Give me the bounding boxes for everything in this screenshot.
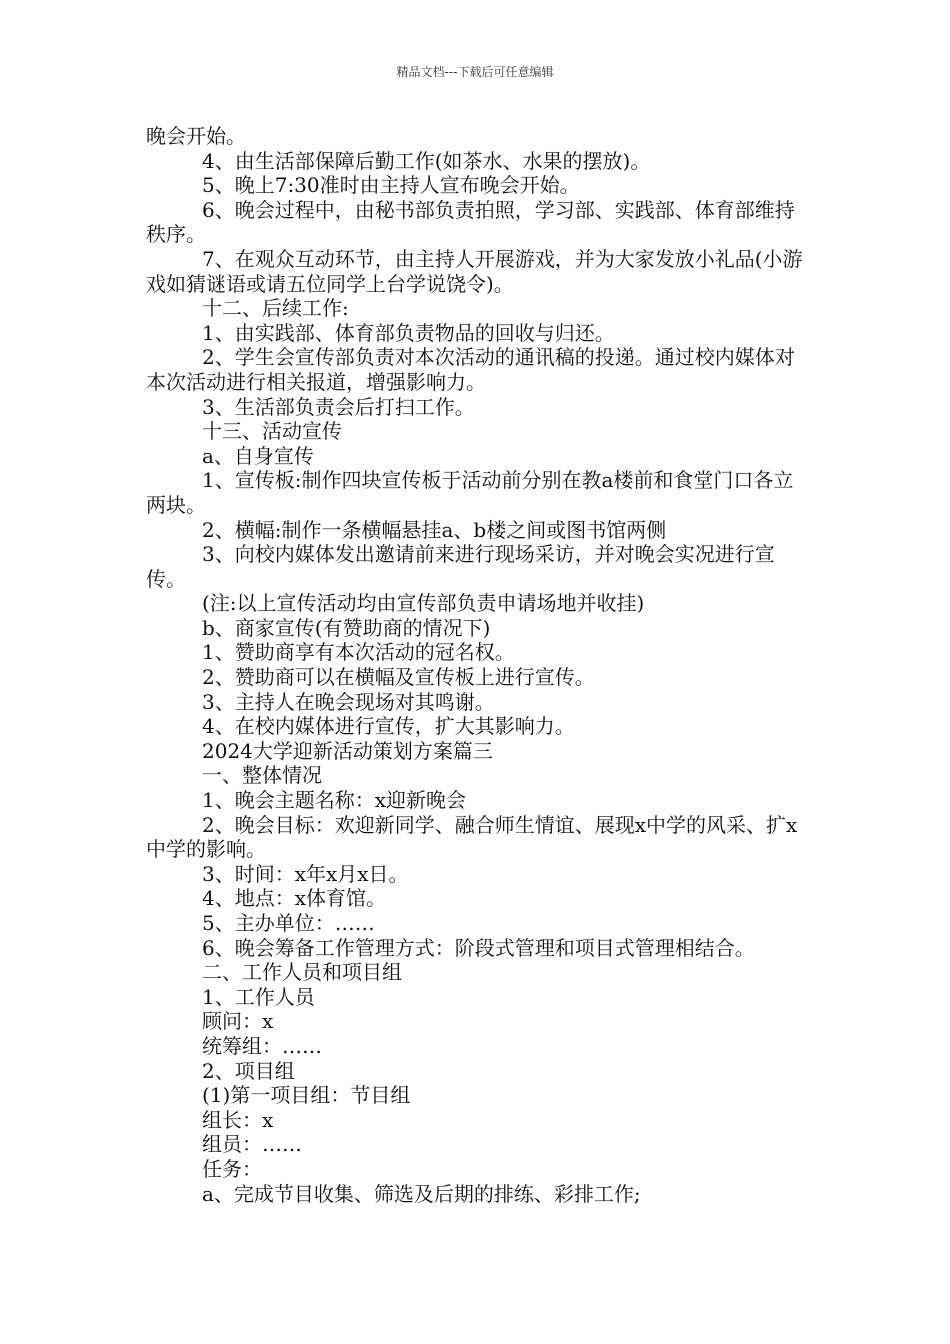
paragraph: 组员：…… bbox=[202, 1132, 302, 1157]
paragraph: 6、晚会筹备工作管理方式：阶段式管理和项目式管理相结合。 bbox=[202, 935, 755, 960]
paragraph: 2024大学迎新活动策划方案篇三 bbox=[202, 738, 493, 763]
paragraph: a、自身宣传 bbox=[202, 443, 314, 468]
paragraph: 5、主办单位：…… bbox=[202, 911, 375, 935]
paragraph: 1、晚会主题名称：x迎新晚会 bbox=[202, 788, 467, 813]
paragraph: 1、由实践部、体育部负责物品的回收与归还。 bbox=[202, 320, 615, 345]
paragraph: 2、项目组 bbox=[202, 1058, 295, 1083]
paragraph: 3、时间：x年x月x日。 bbox=[202, 861, 409, 886]
paragraph: 1、赞助商享有本次活动的冠名权。 bbox=[202, 640, 515, 665]
document-body bbox=[146, 124, 812, 1206]
paragraph: 1、工作人员 bbox=[202, 984, 315, 1009]
paragraph: 4、由生活部保障后勤工作(如茶水、水果的摆放)。 bbox=[202, 148, 651, 173]
paragraph: 二、工作人员和项目组 bbox=[202, 960, 402, 985]
paragraph: 4、在校内媒体进行宣传，扩大其影响力。 bbox=[202, 714, 575, 739]
paragraph: 6、晚会过程中，由秘书部负责拍照，学习部、实践部、体育部维持秩序。 bbox=[146, 197, 795, 247]
paragraph: (1)第一项目组：节目组 bbox=[202, 1083, 411, 1108]
paragraph: 2、赞助商可以在横幅及宣传板上进行宣传。 bbox=[202, 665, 595, 690]
paragraph: 3、生活部负责会后打扫工作。 bbox=[202, 394, 475, 419]
paragraph: 统筹组：…… bbox=[202, 1033, 322, 1058]
paragraph: a、完成节目收集、筛选及后期的排练、彩排工作; bbox=[202, 1181, 641, 1206]
paragraph: 2、晚会目标：欢迎新同学、融合师生情谊、展现x中学的风采、扩x中学的影响。 bbox=[146, 812, 798, 862]
paragraph: (注:以上宣传活动均由宣传部负责申请场地并收挂) bbox=[202, 591, 645, 616]
paragraph: 顾问：x bbox=[202, 1009, 274, 1034]
paragraph: 5、晚上7:30准时由主持人宣布晚会开始。 bbox=[202, 173, 580, 198]
paragraph: 2、横幅:制作一条横幅悬挂a、b楼之间或图书馆两侧 bbox=[202, 517, 667, 542]
paragraph: 2、学生会宣传部负责对本次活动的通讯稿的投递。通过校内媒体对本次活动进行相关报道，增强影响力。 bbox=[146, 345, 795, 394]
paragraph: b、商家宣传(有赞助商的情况下) bbox=[202, 615, 491, 640]
page-header: 精品文档---下载后可任意编辑 bbox=[396, 65, 554, 79]
paragraph: 3、向校内媒体发出邀请前来进行现场采访，并对晚会实况进行宣传。 bbox=[146, 542, 775, 591]
paragraph: 1、宣传板:制作四块宣传板于活动前分别在教a楼前和食堂门口各立两块。 bbox=[146, 468, 794, 517]
paragraph: 十三、活动宣传 bbox=[202, 419, 342, 444]
paragraph: 7、在观众互动环节，由主持人开展游戏，并为大家发放小礼品(小游戏如猜谜语或请五位同学上台学说饶令)。 bbox=[146, 246, 803, 296]
paragraph: 十二、后续工作: bbox=[202, 296, 349, 321]
paragraph: 4、地点：x体育馆。 bbox=[202, 886, 387, 911]
paragraph: 3、主持人在晚会现场对其鸣谢。 bbox=[202, 689, 495, 714]
paragraph: 组长：x bbox=[202, 1107, 274, 1132]
paragraph: 一、整体情况 bbox=[202, 763, 322, 788]
paragraph: 晚会开始。 bbox=[146, 124, 246, 148]
paragraph: 任务： bbox=[202, 1156, 262, 1181]
